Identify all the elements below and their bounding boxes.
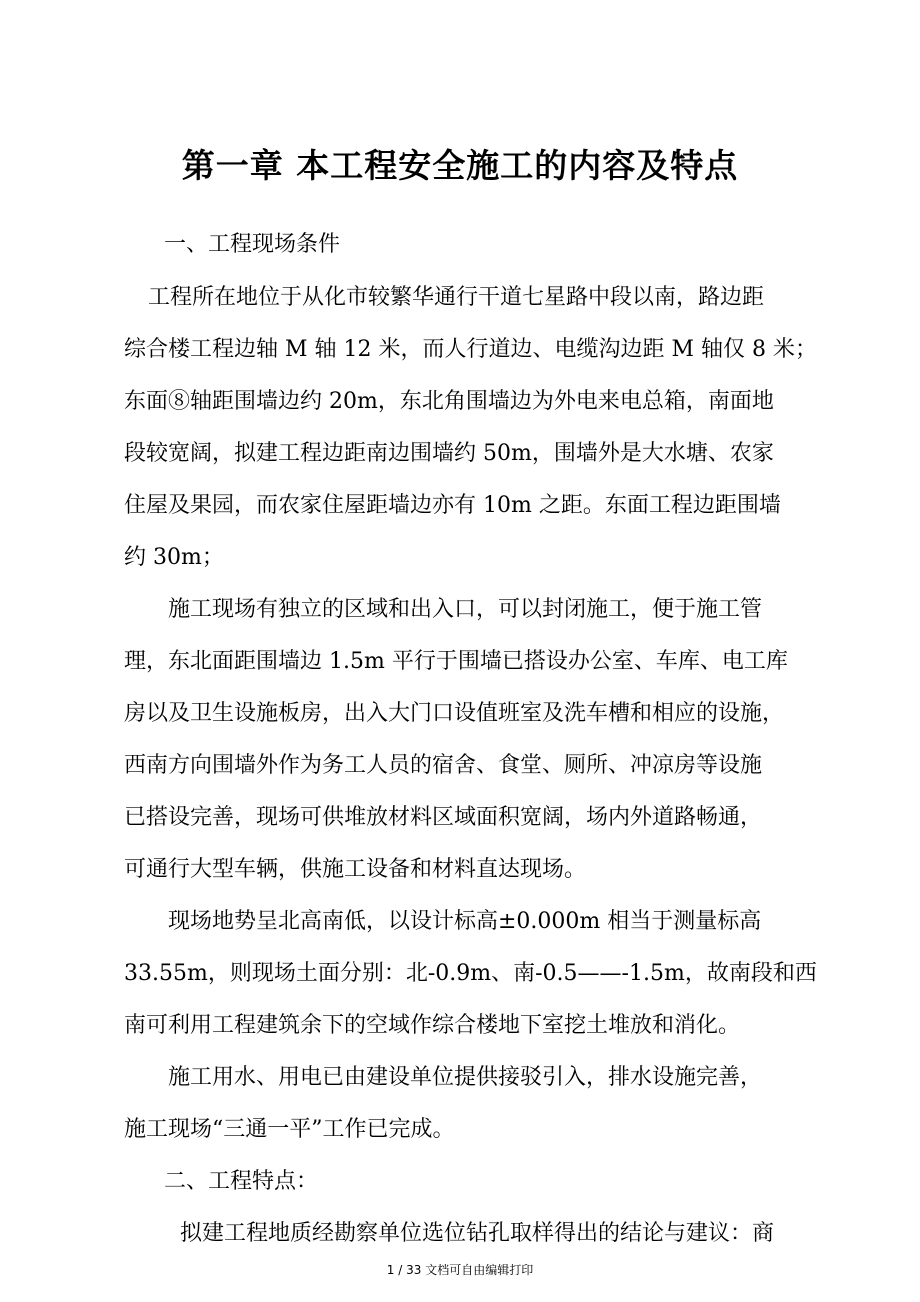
paragraph-line: 工程所在地位于从化市较繁华通行干道七星路中段以南，路边距 xyxy=(148,285,765,310)
page-footer: 1 / 33 文档可自由编辑打印 xyxy=(386,1263,534,1277)
paragraph-line: 施工现场“三通一平”工作已完成。 xyxy=(124,1117,455,1142)
paragraph-line: 东面⑧轴距围墙边约 20m，东北角围墙边为外电来电总箱，南面地 xyxy=(124,389,774,414)
paragraph-line: 房以及卫生设施板房，出入大门口设值班室及洗车槽和相应的设施， xyxy=(124,701,785,726)
paragraph-line: 住屋及果园，而农家住屋距墙边亦有 10m 之距。东面工程边距围墙 xyxy=(124,493,781,518)
paragraph-line: 已搭设完善，现场可供堆放材料区域面积宽阔，场内外道路畅通， xyxy=(124,805,763,830)
paragraph-line: 理，东北面距围墙边 1.5m 平行于围墙已搭设办公室、车库、电工库 xyxy=(124,649,788,674)
paragraph-line: 西南方向围墙外作为务工人员的宿舍、食堂、厕所、冲凉房等设施 xyxy=(124,753,763,778)
paragraph-line: 可通行大型车辆，供施工设备和材料直达现场。 xyxy=(124,857,587,882)
paragraph-line: 33.55m，则现场土面分别：北-0.9m、南-0.5——-1.5m，故南段和西 xyxy=(124,961,817,986)
paragraph-line: 南可利用工程建筑余下的空域作综合楼地下室挖土堆放和消化。 xyxy=(124,1013,741,1038)
chapter-title: 第一章 本工程安全施工的内容及特点 xyxy=(181,146,739,185)
paragraph-line: 施工用水、用电已由建设单位提供接驳引入，排水设施完善， xyxy=(168,1065,763,1090)
section-heading-site-conditions: 一、工程现场条件 xyxy=(164,232,341,257)
paragraph-line: 施工现场有独立的区域和出入口，可以封闭施工，便于施工管 xyxy=(168,597,763,622)
paragraph-line: 约 30m； xyxy=(124,545,224,570)
paragraph-line: 段较宽阔，拟建工程边距南边围墙约 50m，围墙外是大水塘、农家 xyxy=(124,441,774,466)
paragraph-line: 现场地势呈北高南低，以设计标高±0.000m 相当于测量标高 xyxy=(168,909,762,934)
paragraph-line: 综合楼工程边轴 M 轴 12 米，而人行道边、电缆沟边距 M 轴仅 8 米； xyxy=(124,337,817,362)
paragraph-line: 拟建工程地质经勘察单位选位钻孔取样得出的结论与建议：商 xyxy=(180,1221,775,1246)
section-heading-project-features: 二、工程特点： xyxy=(164,1169,319,1194)
